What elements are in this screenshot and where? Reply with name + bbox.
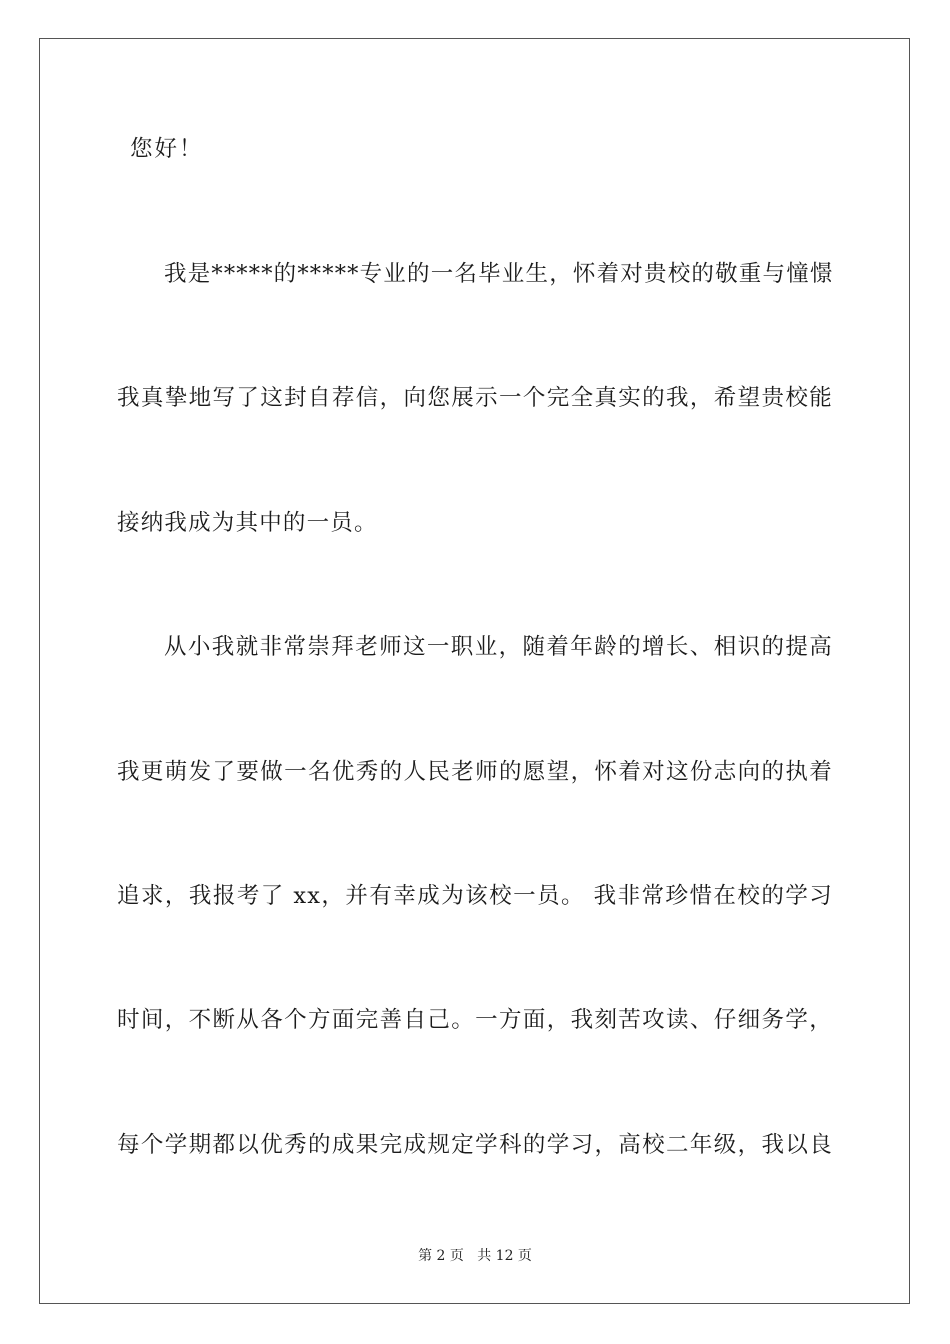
paragraph-line: 我更萌发了要做一名优秀的人民老师的愿望，怀着对这份志向的执着 [117,759,833,785]
greeting-text: 您好！ [130,136,204,162]
paragraph-line: 我真挚地写了这封自荐信，向您展示一个完全真实的我，希望贵校能 [117,385,833,411]
page-frame [39,38,910,1304]
paragraph-line: 我是*****的*****专业的一名毕业生，怀着对贵校的敬重与憧憬 [164,261,834,287]
paragraph-line: 追求，我报考了 xx，并有幸成为该校一员。 我非常珍惜在校的学习 [117,883,833,909]
paragraph-line: 从小我就非常崇拜老师这一职业，随着年龄的增长、相识的提高 [164,634,833,660]
paragraph-line: 时间，不断从各个方面完善自己。一方面，我刻苦攻读、仔细务学， [117,1007,833,1033]
paragraph-line: 接纳我成为其中的一员。 [117,510,378,536]
paragraph-line: 每个学期都以优秀的成果完成规定学科的学习，高校二年级，我以良 [117,1132,833,1158]
page-number-footer: 第 2 页 共 12 页 [418,1248,532,1264]
